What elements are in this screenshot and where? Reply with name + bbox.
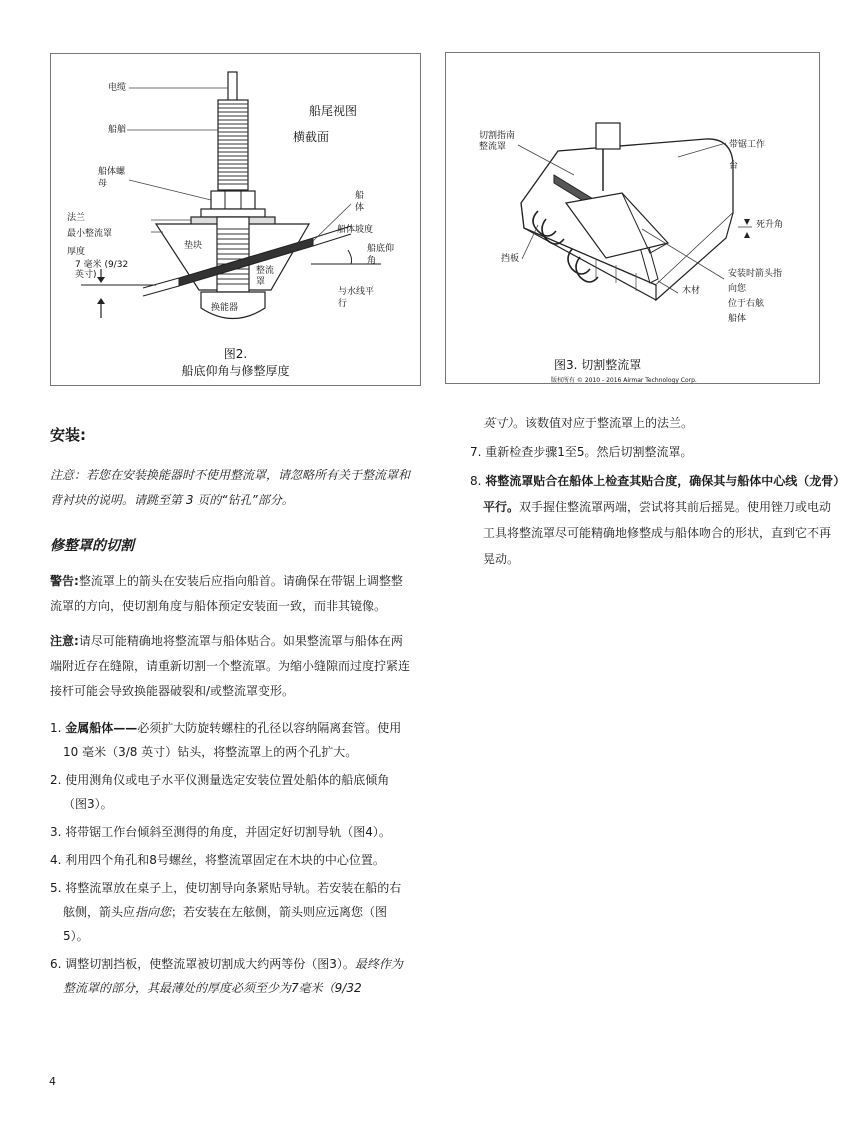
step-8-text: 双手握住整流罩两端，尝试将其前后摇晃。使用锉刀或电动工具将整流罩尽可能精确地修整成与船体吻合的形状，直到它不再晃动。 xyxy=(483,500,832,566)
step-7: 7. 重新检查步骤1至5。然后切割整流罩。 xyxy=(470,445,693,459)
step-3: 3. 将带锯工作台倾斜至测得的角度，并固定好切割导轨（图4）。 xyxy=(50,825,391,839)
label-hull-slope: 船体坡度 xyxy=(337,225,374,235)
figure-2-title: 船底仰角与修整厚度 xyxy=(181,364,290,378)
step-6-italic: 最终作为整流罩的部分，其最薄处的厚度必须至少为7毫米（9/32 xyxy=(63,957,403,995)
note-paragraph xyxy=(50,629,410,704)
label-fairing: 整流 罩 xyxy=(256,266,275,287)
page-number: 4 xyxy=(49,1075,56,1088)
step-6-cont-text: 。该数值对应于整流罩上的法兰。 xyxy=(513,416,694,430)
figure-2-deadrise-diagram xyxy=(50,53,421,386)
trim-heading: 修整罩的切割 xyxy=(50,538,134,554)
label-stem: 船艏 xyxy=(108,125,127,135)
label-cable: 电缆 xyxy=(108,83,127,93)
label-min-fairing: 最小整流罩 xyxy=(67,229,113,239)
warning-label: 警告: xyxy=(50,574,79,588)
step-8-bold: 将整流罩贴合在船体上检查其贴合度，确保其与船体中心线（龙骨）平行。 xyxy=(483,474,840,514)
label-hull: 船 体 xyxy=(355,191,365,213)
label-waterline: 与水线平 行 xyxy=(338,287,375,309)
step-5-text-b: ；若安装在左舷侧，箭头则应远离您（图5）。 xyxy=(63,905,388,943)
label-stern-view: 船尾视图 xyxy=(309,104,358,118)
label-rise-angle: 死升角 xyxy=(756,220,784,230)
warning-paragraph xyxy=(50,569,410,619)
step-6-text: 6. 调整切割挡板，使整流罩被切割成大约两等份（图3）。 xyxy=(50,957,355,971)
label-flange: 法兰 xyxy=(67,213,86,223)
step-8-number: 8. xyxy=(470,474,482,488)
figure-3-cutting-diagram xyxy=(445,52,820,384)
note-text: 请尽可能精确地将整流罩与船体贴合。如果整流罩与船体在两端附近存在缝隙，请重新切割一个整流罩。为缩小缝隙而过度拧紧连接杆可能会导致换能器破裂和/或整流罩变形。 xyxy=(50,634,411,698)
step-4: 4. 利用四个角孔和8号螺丝，将整流罩固定在木块的中心位置。 xyxy=(50,853,385,867)
step-1-number: 1. xyxy=(50,721,62,735)
transducer-cross-section-drawing xyxy=(51,54,420,385)
step-5 xyxy=(50,876,410,948)
figure-3-copyright: 版权所有 © 2010 - 2016 Airmar Technology Corp. xyxy=(551,377,697,384)
label-fence: 挡板 xyxy=(501,254,520,264)
label-bandsaw: 带锯工作 台 xyxy=(729,140,766,171)
step-6 xyxy=(50,952,410,1000)
note-no-fairing: 注意：若您在安装换能器时不使用整流罩，请忽略所有关于整流罩和背衬块的说明。请跳至第 3 页的“钻孔”部分。 xyxy=(50,468,411,507)
step-5-text-a: 5. 将整流罩放在桌子上，使切割导向条紧贴导轨。若安装在船的右舷侧，箭头应 xyxy=(50,881,402,919)
warning-text: 整流罩上的箭头在安装后应指向船首。请确保在带锯上调整整流罩的方向，使切割角度与船体预定安装面一致，而非其镜像。 xyxy=(50,574,403,613)
step-5-italic: 指向您 xyxy=(135,905,172,919)
label-deadrise: 船底仰 角 xyxy=(367,244,395,266)
figure-2-number: 图2. xyxy=(223,347,248,361)
step-6-cont-italic: 英寸） xyxy=(483,416,514,430)
step-2: 2. 使用测角仪或电子水平仪测量选定安装位置处船体的船底倾角（图3）。 xyxy=(50,773,390,811)
figure-3-caption: 图3. 切割整流罩 xyxy=(554,358,642,372)
step-1-bold: 金属船体—— xyxy=(65,721,138,735)
step-1 xyxy=(50,716,410,764)
label-thickness: 厚度 xyxy=(67,247,86,257)
bandsaw-cutting-drawing xyxy=(446,53,819,383)
label-arrow-note: 安装时箭头指 向您 位于右舷 船体 xyxy=(728,269,783,324)
label-backing-block: 垫块 xyxy=(184,241,203,251)
right-column xyxy=(470,411,842,572)
step-6-continuation xyxy=(470,411,842,436)
step-1-text: 必须扩大防旋转螺柱的孔径以容纳隔离套管。使用 10 毫米（3/8 英寸）钻头，将整流罩上的两个孔扩大。 xyxy=(63,721,402,759)
label-cut-guide: 切割指南 整流罩 xyxy=(479,131,516,152)
install-heading: 安装: xyxy=(50,426,86,444)
note-label: 注意: xyxy=(50,634,79,648)
label-thickness-value: 7 毫米 (9/32 英寸) xyxy=(75,260,129,280)
label-cross-section: 横截面 xyxy=(293,130,330,144)
figure-2-caption xyxy=(51,346,420,380)
label-transducer: 换能器 xyxy=(211,303,239,313)
step-8 xyxy=(470,468,842,572)
left-column xyxy=(50,424,410,1000)
label-wood: 木材 xyxy=(682,286,701,296)
label-hull-nut: 船体螺 母 xyxy=(98,167,126,189)
